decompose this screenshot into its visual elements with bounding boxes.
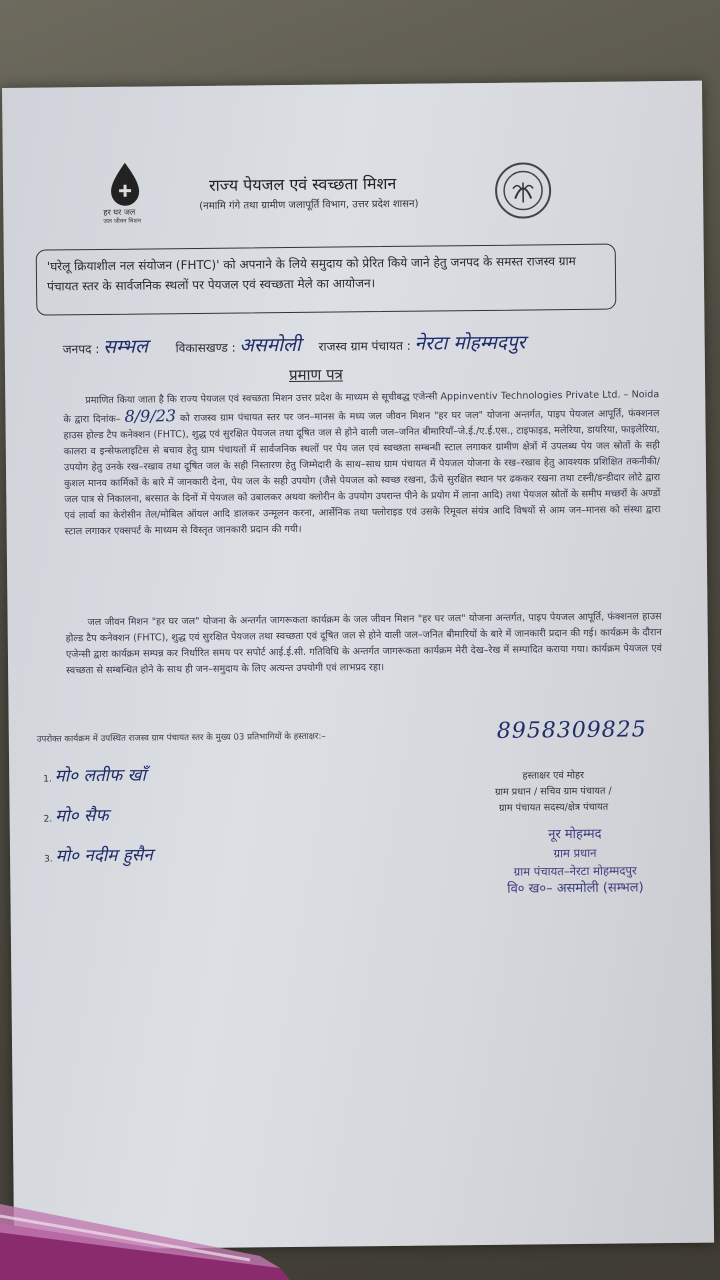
panchayat-value: नेरटा मोहम्मदपुर bbox=[414, 331, 526, 355]
signature-block bbox=[463, 767, 643, 817]
logo-caption-2: जल जीवन मिशन bbox=[103, 217, 142, 225]
logo-caption-1: हर घर जल bbox=[103, 207, 136, 217]
pen-object bbox=[0, 1160, 310, 1280]
participant-signature: मो० नदीम हुसैन bbox=[55, 845, 153, 867]
block-value: असमोली bbox=[239, 333, 302, 357]
participant-number: 1. bbox=[43, 774, 52, 785]
signatory-roles-1: ग्राम प्रधान / सचिव ग्राम पंचायत / bbox=[495, 785, 612, 798]
participant-number: 3. bbox=[44, 854, 53, 865]
participant-signature: मो० लतीफ खाँ bbox=[54, 765, 147, 787]
district-value: सम्भल bbox=[103, 335, 149, 358]
up-government-emblem bbox=[495, 162, 552, 219]
participant-3 bbox=[44, 842, 153, 866]
seal-title: ग्राम प्रधान bbox=[553, 845, 597, 861]
seal-village: ग्राम पंचायत–नेरटा मोहम्मदपुर bbox=[513, 863, 637, 879]
participant-2 bbox=[43, 803, 108, 827]
signature-caption: हस्ताक्षर एवं मोहर bbox=[522, 769, 585, 782]
handwritten-phone-number: 8958309825 bbox=[496, 717, 647, 744]
har-ghar-jal-logo bbox=[103, 158, 164, 225]
department-subtitle: (नमामि गंगे तथा ग्रामीण जलापूर्ति विभाग, उत्तर प्रदेश शासन) bbox=[199, 198, 419, 212]
para1-part1: प्रमाणित किया जाता है कि राज्य पेयजल एवं स्वच्छता मिशन उत्तर प्रदेश के माध्यम से सूचीबद्ध एजेन्सी Appinventiv Technologies Private Ltd. – Noida के द्वारा दिनांक– bbox=[63, 389, 660, 426]
para1-part2: को राजस्व ग्राम पंचायत स्तर पर जन–मानस के मध्य जल जीवन मिशन "हर घर जल" योजना अन्तर्गत, पाइप पेयजल आपूर्ति, फंक्शनल हाउस होल्ड टैप कनेक्शन (FHTC), शुद्ध एवं सुरक्षित पेयजल तथा दूषित जल से होने वाली जल–जनित बीमारियाँ–जे.ई./ए.ई.एस., टाइफाइड, मलेरिया, डायरिया, फाइलेरिया, कालरा व इन्सेफलाइटिस से बचाव हेतु ग्राम पंचायतों में सार्वजनिक स्थलों पर पेय जल एवं स्वच्छता सम्बन्धी स्टाल लगाकर ग्रामीण क्षेत्रों में उपलब्ध पेय जल स्रोतों के सही उपयोग हेतु उनके रख–रखाव तथा दूषित जल के सही निस्तारण हेतु जिम्मेदारी के साथ–साथ ग्राम पंचायत में पेयजल योजना के रख–रखाव हेतु आवश्यक प्रशिक्षित तकनीकी/कुशल मानव कार्मिकों के बारे में जानकारी देना, पेय जल के सही उपयोग (जैसे पेयजल को स्वच्छ रखना, ऊँचे सुरक्षित स्थान पर ढककर रखना तथा टस्नी/डन्डीदार लोटे द्वारा जल पात्र से निकालना, बरसात के दिनों में पेयजल को उबालकर अथवा क्लोरीन के उपयोग उपरान्त पीने के प्रयोग में लाना आदि) तथा पेयजल स्रोतों के समीप मच्छरों के अण्डों एवं लार्वा का केरोसीन तेल/मोबिल ऑयल आदि डालकर उन्मूलन करना, आर्सेनिक तथा फ्लोराइड एवं उसके रिमूवल संयंत्र आदि विषयों से आम जन–मानस को संस्था द्वारा स्टाल लगाकर एक्सपर्ट के माध्यम से विस्तृत जानकारी प्रदान की गयी। bbox=[63, 408, 661, 538]
event-banner: 'घरेलू क्रियाशील नल संयोजन (FHTC)' को अपनाने के लिये समुदाय को प्रेरित किये जाने हेतु जनपद के समस्त राजस्व ग्राम पंचायत स्तर के सार्वजनिक स्थलों पर पेयजल एवं स्वच्छता मेले का आयोजन। bbox=[36, 244, 617, 316]
pradhan-seal bbox=[480, 825, 671, 899]
participant-1 bbox=[43, 763, 146, 787]
certificate-document bbox=[2, 81, 714, 1250]
panchayat-label: राजस्व ग्राम पंचायत : bbox=[318, 338, 411, 354]
seal-name: नूर मोहम्मद bbox=[548, 826, 602, 843]
certificate-heading: प्रमाण पत्र bbox=[288, 365, 343, 385]
certificate-paragraph-2: जल जीवन मिशन "हर घर जल" योजना के अन्तर्गत जागरूकता कार्यक्रम के जल जीवन मिशन "हर घर जल" योजना अन्तर्गत, पाइप पेयजल आपूर्ति, फंक्शनल हाउस होल्ड टैप कनेक्शन (FHTC), शुद्ध एवं सुरक्षित पेयजल तथा स्वच्छता एवं दूषित जल से होने वाली जल–जनित बीमारियों के बारे में जानकारी प्रदान की गई। कार्यक्रम के दौरान एजेन्सी द्वारा कार्यक्रम सम्पन्न कर निर्धारित समय पर सपोर्ट आई.ई.सी. गतिविधि के अन्तर्गत जागरूकता कार्यक्रम मेरी देख–रेख में सम्पादित कराया गया। कार्यक्रम पेयजल एवं स्वच्छता से सम्बन्धित होने के साथ ही जन–समुदाय के लिए अत्यन्त उपयोगी एवं लाभप्रद रहा। bbox=[65, 611, 662, 677]
location-fields bbox=[63, 327, 683, 359]
participant-number: 2. bbox=[43, 814, 53, 825]
certificate-paragraph-1 bbox=[63, 387, 661, 540]
mission-title: राज्य पेयजल एवं स्वच्छता मिशन bbox=[208, 173, 397, 195]
signatory-roles-2: ग्राम पंचायत सदस्य/क्षेत्र पंचायत bbox=[498, 801, 609, 814]
seal-block: वि० ख०– असमोली (सम्भल) bbox=[507, 880, 644, 897]
block-label: विकासखण्ड : bbox=[175, 340, 236, 356]
participant-signature: मो० सैफ bbox=[54, 805, 109, 827]
district-label: जनपद : bbox=[62, 341, 100, 357]
participants-note: उपरोक्त कार्यक्रम में उपस्थित राजस्व ग्राम पंचायत स्तर के मुख्य 03 प्रतिभागियों के हस्ताक्षर:– bbox=[36, 731, 326, 745]
event-date: 8/9/23 bbox=[124, 406, 177, 426]
